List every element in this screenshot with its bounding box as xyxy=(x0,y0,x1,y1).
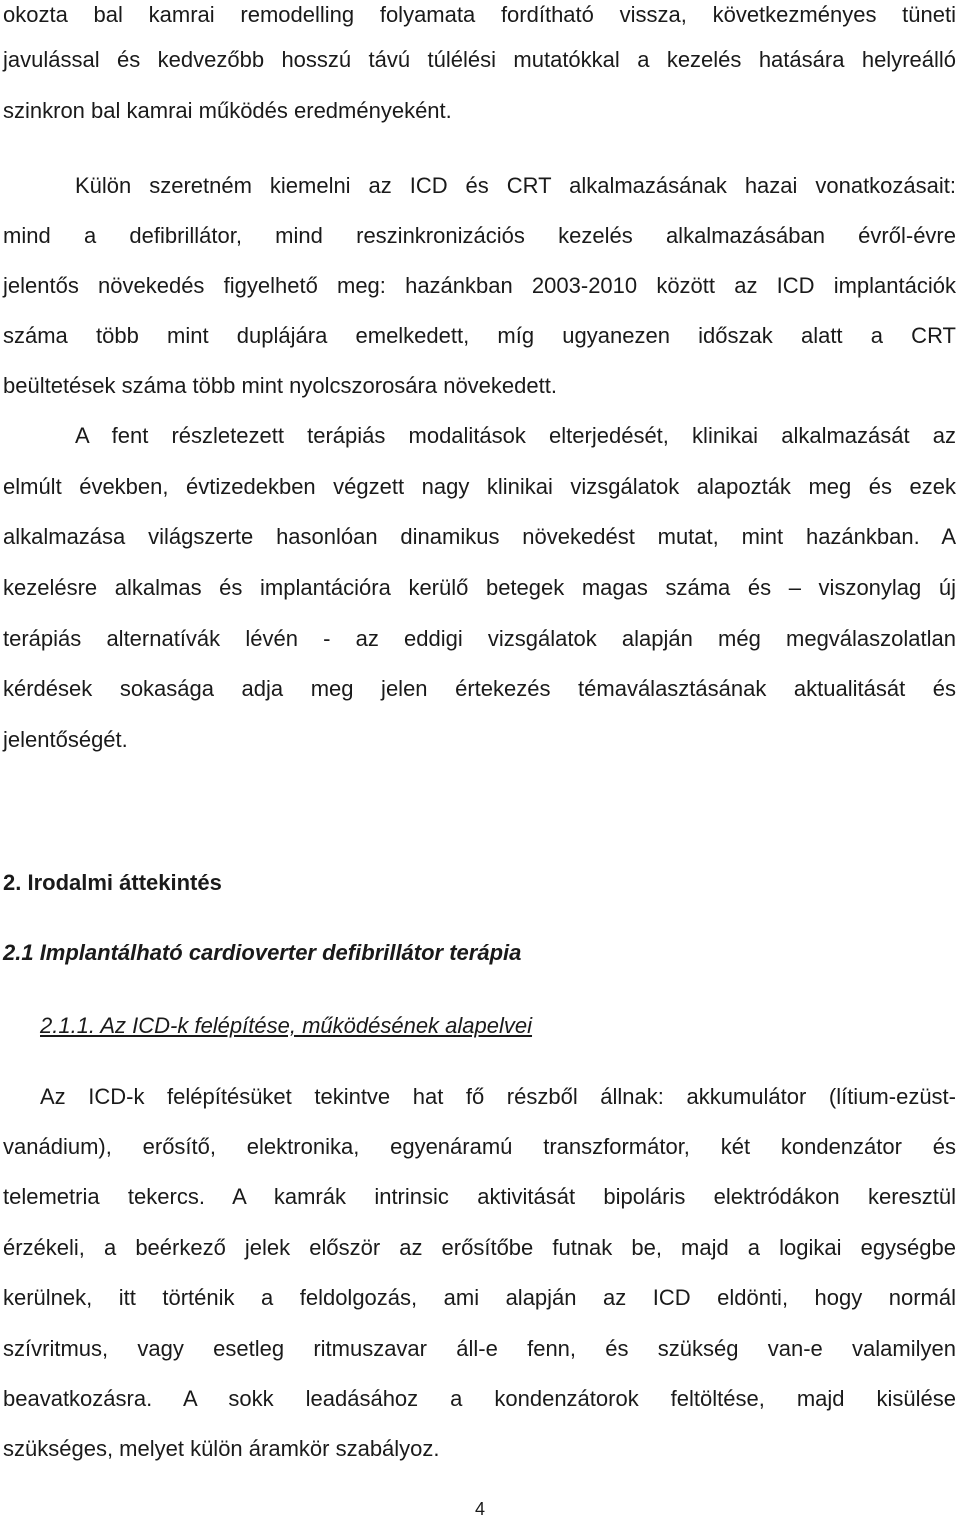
paragraph-line: szinkron bal kamrai működés eredményeként. xyxy=(3,98,452,123)
paragraph-line: javulással és kedvezőbb hosszú távú túlélési mutatókkal a kezelés hatására helyreálló xyxy=(3,47,956,72)
paragraph-line: száma több mint duplájára emelkedett, míg ugyanezen időszak alatt a CRT xyxy=(3,323,956,348)
paragraph-line: kérdések sokasága adja meg jelen értekezés témaválasztásának aktualitását és xyxy=(3,676,956,701)
paragraph-line: vanádium), erősítő, elektronika, egyenáramú transzformátor, két kondenzátor és xyxy=(3,1134,956,1159)
paragraph-line: szívritmus, vagy esetleg ritmuszavar áll-e fenn, és szükség van-e valamilyen xyxy=(3,1336,956,1361)
paragraph-line: alkalmazása világszerte hasonlóan dinamikus növekedést mutat, mint hazánkban. A xyxy=(3,524,956,549)
paragraph-line: elmúlt években, évtizedekben végzett nagy klinikai vizsgálatok alapozták meg és ezek xyxy=(3,474,956,499)
paragraph-line: Az ICD-k felépítésüket tekintve hat fő részből állnak: akkumulátor (lítium-ezüst- xyxy=(40,1084,956,1109)
paragraph-line: jelentőségét. xyxy=(3,727,128,752)
paragraph-line: A fent részletezett terápiás modalitások elterjedését, klinikai alkalmazását az xyxy=(75,423,956,448)
subsection-heading: 2.1 Implantálható cardioverter defibrillátor terápia xyxy=(3,940,522,965)
paragraph-line: beavatkozásra. A sokk leadásához a kondenzátorok feltöltése, majd kisülése xyxy=(3,1386,956,1411)
section-heading: 2. Irodalmi áttekintés xyxy=(3,870,222,895)
paragraph-line: szükséges, melyet külön áramkör szabályoz. xyxy=(3,1436,440,1461)
paragraph-line: mind a defibrillátor, mind reszinkronizációs kezelés alkalmazásában évről-évre xyxy=(3,223,956,248)
paragraph-line: Külön szeretném kiemelni az ICD és CRT alkalmazásának hazai vonatkozásait: xyxy=(75,173,956,198)
paragraph-line: okozta bal kamrai remodelling folyamata fordítható vissza, következményes tüneti xyxy=(3,2,956,27)
paragraph-line: jelentős növekedés figyelhető meg: hazánkban 2003-2010 között az ICD implantációk xyxy=(3,273,956,298)
paragraph-line: kezelésre alkalmas és implantációra kerülő betegek magas száma és – viszonylag új xyxy=(3,575,956,600)
subsubsection-heading: 2.1.1. Az ICD-k felépítése, működésének alapelvei xyxy=(40,1013,533,1038)
paragraph-line: érzékeli, a beérkező jelek először az erősítőbe futnak be, majd a logikai egységbe xyxy=(3,1235,956,1260)
paragraph-line: telemetria tekercs. A kamrák intrinsic aktivitását bipoláris elektródákon keresztül xyxy=(3,1184,956,1209)
paragraph-line: kerülnek, itt történik a feldolgozás, ami alapján az ICD eldönti, hogy normál xyxy=(3,1285,956,1310)
page-number: 4 xyxy=(474,1499,485,1519)
paragraph-line: terápiás alternatívák lévén - az eddigi vizsgálatok alapján még megválaszolatlan xyxy=(3,626,956,651)
paragraph-line: beültetések száma több mint nyolcszorosára növekedett. xyxy=(3,373,557,398)
